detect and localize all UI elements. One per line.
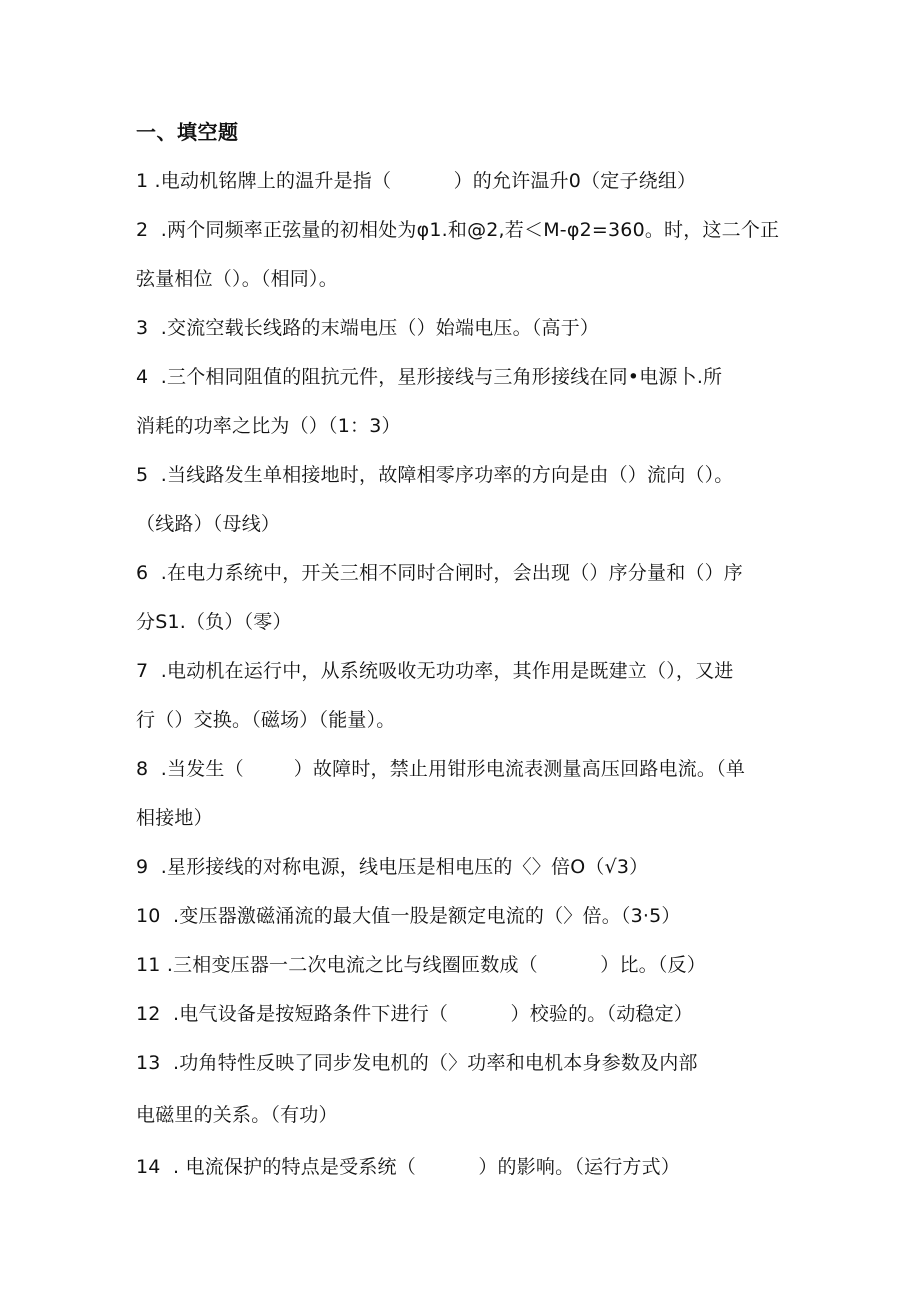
question-7-line-1: 7 .电动机在运行中，从系统吸收无功功率，其作用是既建立（），又进 — [136, 660, 734, 682]
question-14-line: 14 . 电流保护的特点是受系统（ ）的影响。（运行方式） — [136, 1156, 681, 1178]
question-6-line-2: 分S1.（负）（零） — [136, 611, 292, 633]
question-3-line: 3 .交流空载长线路的末端电压（）始端电压。（高于） — [136, 317, 600, 339]
question-6-line-1: 6 .在电力系统中，开关三相不同时合闸时，会出现（）序分量和（）序 — [136, 562, 744, 584]
question-11-line: 11 .三相变压器一二次电流之比与线圈匝数成（ ）比。（反） — [136, 954, 706, 976]
question-5-line-2: （线路）（母线） — [136, 513, 281, 535]
question-7-line-2: 行（）交换。（磁场）（能量）。 — [136, 709, 396, 731]
question-13-line-1: 13 .功角特性反映了同步发电机的（〉功率和电机本身参数及内部 — [136, 1052, 698, 1074]
question-4-line-2: 消耗的功率之比为（）（1：3） — [136, 415, 401, 437]
question-2-line-1: 2 .两个同频率正弦量的初相处为φ1.和@2,若＜M-φ2=360。时，这二个正 — [136, 219, 780, 241]
question-2-line-2: 弦量相位（）。（相同）。 — [136, 268, 338, 290]
question-8-line-1: 8 .当发生（ ）故障时，禁止用钳形电流表测量高压回路电流。（单 — [136, 758, 746, 780]
question-9-line: 9 .星形接线的对称电源，线电压是相电压的〈〉倍O（√3） — [136, 856, 649, 878]
question-8-line-2: 相接地） — [136, 807, 213, 829]
section-heading: 一、填空题 — [136, 120, 239, 144]
question-13-line-2: 电磁里的关系。（有功） — [136, 1104, 338, 1126]
question-10-line: 10 .变压器激磁涌流的最大值一股是额定电流的（〉倍。（3·5） — [136, 905, 681, 927]
question-5-line-1: 5 .当线路发生单相接地时，故障相零序功率的方向是由（）流向（）。 — [136, 464, 734, 486]
question-4-line-1: 4 .三个相同阻值的阻抗元件，星形接线与三角形接线在同•电源卜.所 — [136, 366, 723, 388]
question-1-line: 1 .电动机铭牌上的温升是指（ ）的允许温升0（定子绕组） — [136, 170, 697, 192]
question-12-line: 12 .电气设备是按短路条件下进行（ ）校验的。（动稳定） — [136, 1003, 693, 1025]
